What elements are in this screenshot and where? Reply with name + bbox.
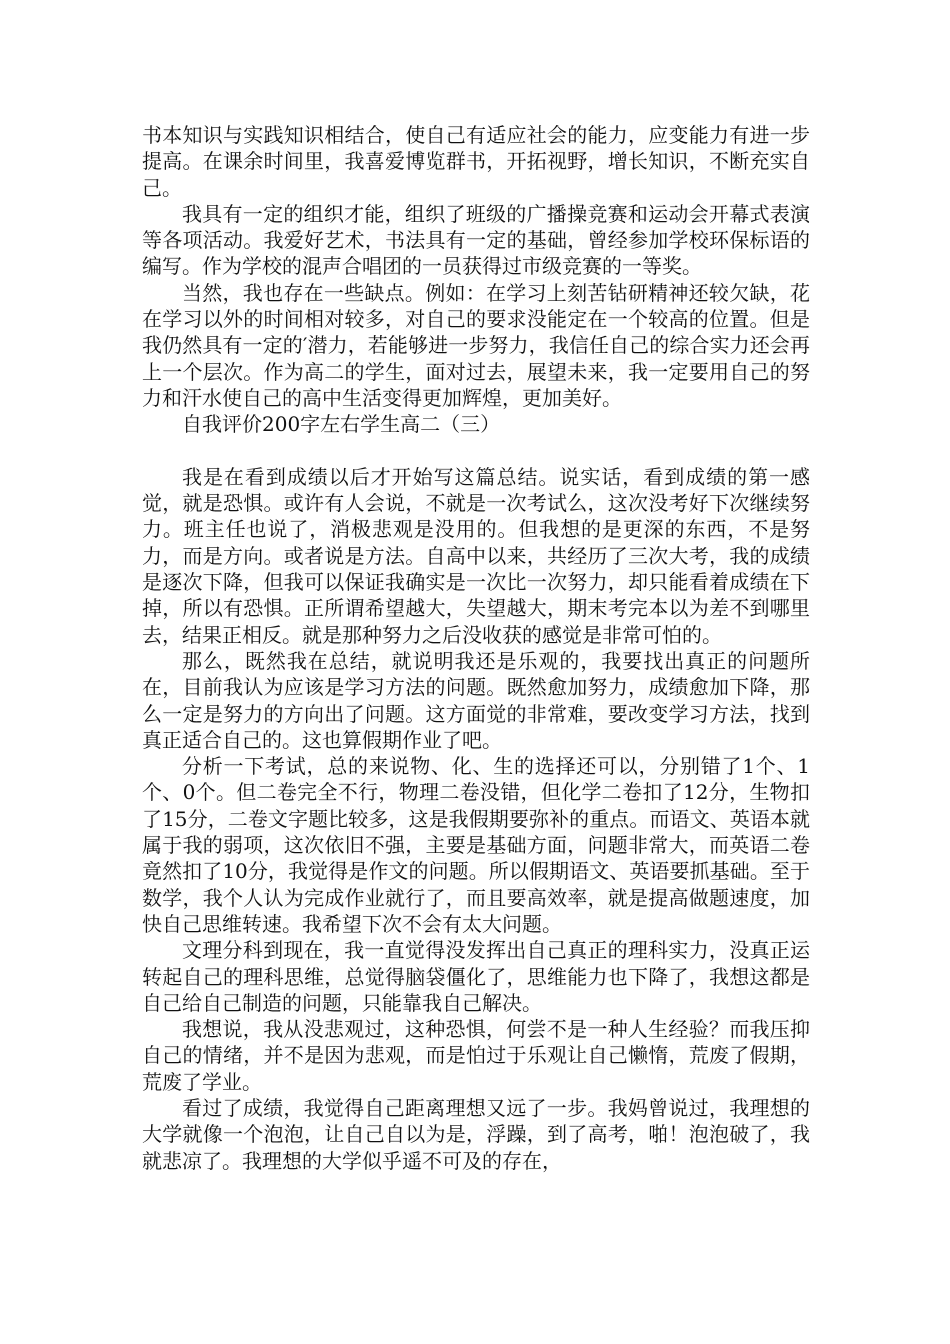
paragraph-shortcomings: 当然，我也存在一些缺点。例如：在学习上刻苦钻研精神还较欠缺，花在学习以外的时间相对较多，对自己的要求没能定在一个较高的位置。但是我仍然具有一定的′潜力，若能够进一步努力，我信任自己的综合实力还会再上一个层次。作为高二的学生，面对过去，展望未来，我一定要用自己的努力和汗水使自己的高中生活变得更加辉煌，更加美好。 <box>142 280 810 410</box>
paragraph-continuation: 书本知识与实践知识相结合，使自己有适应社会的能力，应变能力有进一步提高。在课余时间里，我喜爱博览群书，开拓视野，增长知识，不断充实自己。 <box>142 123 810 200</box>
blank-line <box>142 438 810 464</box>
paragraph-ideal-university: 看过了成绩，我觉得自己距离理想又远了一步。我妈曾说过，我理想的大学就像一个泡泡，让自己自以为是，浮躁，到了高考，啪！泡泡破了，我就悲凉了。我理想的大学似乎遥不可及的存在， <box>142 1095 810 1173</box>
paragraph-not-pessimistic: 我想说，我从没悲观过，这种恐惧，何尝不是一种人生经验？而我压抑自己的情绪，并不是因为悲观，而是怕过于乐观让自己懒惰，荒废了假期，荒废了学业。 <box>142 1017 810 1094</box>
document-page <box>142 122 810 1174</box>
paragraph-exam-analysis: 分析一下考试，总的来说物、化、生的选择还可以，分别错了1个、1个、0个。但二卷完全不行，物理二卷没错，但化学二卷扣了12分，生物扣了15分，二卷文字题比较多，这是我假期要弥补的重点。而语文、英语本就属于我的弱项，这次依旧不强，主要是基础方面，问题非常大，而英语二卷竟然扣了10分，我觉得是作文的问题。所以假期语文、英语要抓基础。至于数学，我个人认为完成作业就行了，而且要高效率，就是提高做题速度，加快自己思维转速。我希望下次不会有太大问题。 <box>142 754 810 936</box>
section-heading: 自我评价200字左右学生高二（三） <box>182 412 501 437</box>
paragraph-study-method: 那么，既然我在总结，就说明我还是乐观的，我要找出真正的问题所在，目前我认为应该是学习方法的问题。既然愈加努力，成绩愈加下降，那么一定是努力的方向出了问题。这方面觉的非常难，要改变学习方法，找到真正适合自己的。这也算假期作业了吧。 <box>142 648 810 752</box>
paragraph-exam-results: 我是在看到成绩以后才开始写这篇总结。说实话，看到成绩的第一感觉，就是恐惧。或许有人会说，不就是一次考试么，这次没考好下次继续努力。班主任也说了，消极悲观是没用的。但我想的是更深的东西，不是努力，而是方向。或者说是方法。自高中以来，共经历了三次大考，我的成绩是逐次下降，但我可以保证我确实是一次比一次努力，却只能看着成绩在下掉，所以有恐惧。正所谓希望越大，失望越大，期末考完本以为差不到哪里去，结果正相反。就是那种努力之后没收获的感觉是非常可怕的。 <box>142 464 810 647</box>
paragraph-organization-skills: 我具有一定的组织才能，组织了班级的广播操竞赛和运动会开幕式表演等各项活动。我爱好艺术，书法具有一定的基础，曾经参加学校环保标语的编写。作为学校的混声合唱团的一员获得过市级竞赛的一等奖。 <box>142 201 810 279</box>
paragraph-science-ability: 文理分科到现在，我一直觉得没发挥出自己真正的理科实力，没真正运转起自己的理科思维，总觉得脑袋僵化了，思维能力也下降了，我想这都是自己给自己制造的问题，只能靠我自己解决。 <box>142 938 810 1015</box>
